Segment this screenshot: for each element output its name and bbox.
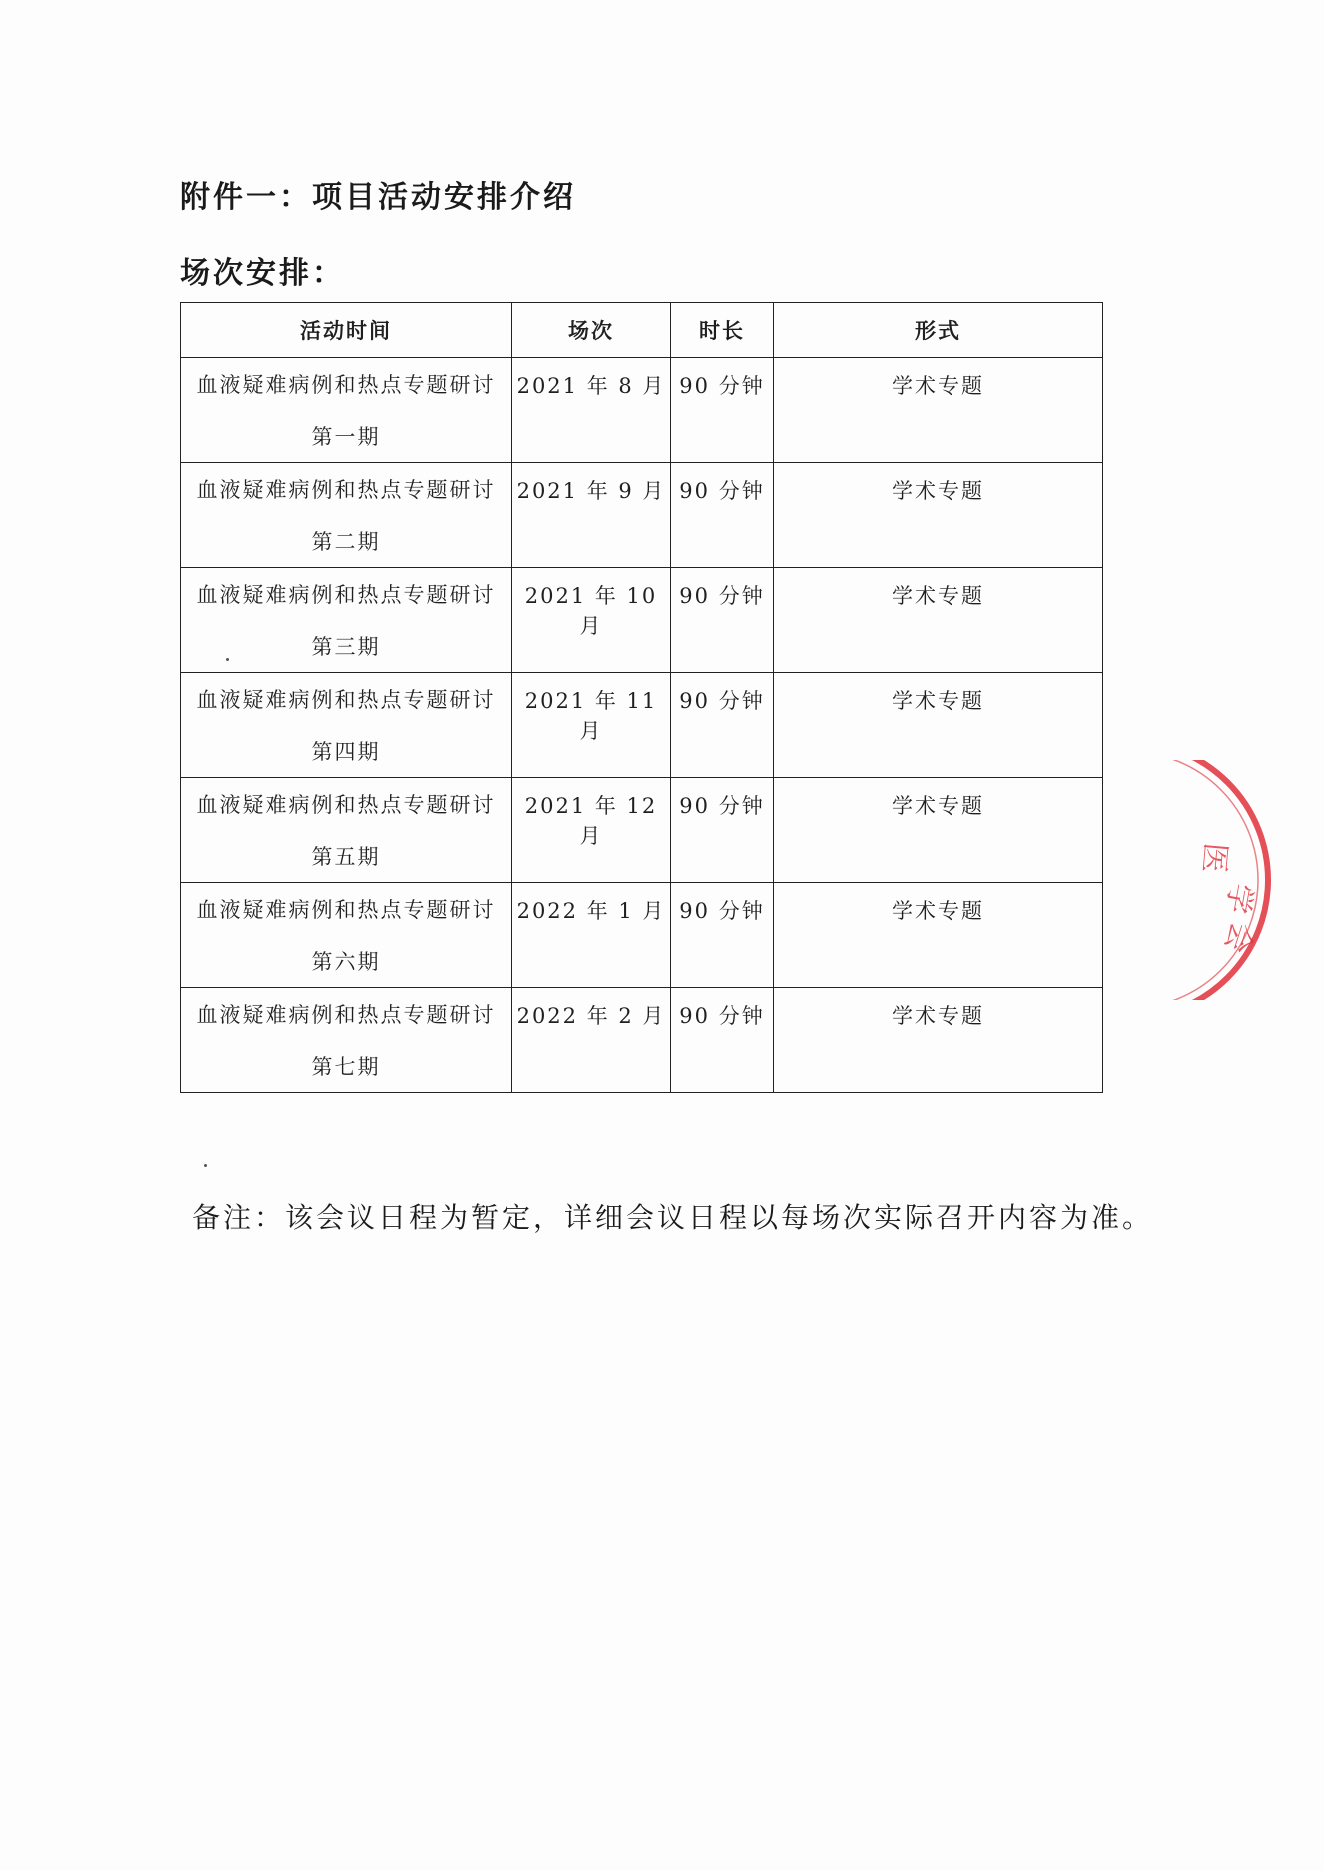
date-cell: 2022 年 2 月 bbox=[512, 988, 671, 1093]
topic-text: 血液疑难病例和热点专题研讨 bbox=[196, 478, 496, 502]
topic-cell bbox=[181, 463, 512, 568]
format-cell: 学术专题 bbox=[774, 463, 1103, 568]
format-cell: 学术专题 bbox=[774, 778, 1103, 883]
topic-cell bbox=[181, 988, 512, 1093]
table-row bbox=[181, 988, 1103, 1093]
official-seal-stamp bbox=[1170, 760, 1324, 1000]
date-cell: 2022 年 1 月 bbox=[512, 883, 671, 988]
header-duration: 时长 bbox=[671, 303, 774, 358]
format-cell: 学术专题 bbox=[774, 673, 1103, 778]
issue-text: 第七期 bbox=[311, 1055, 381, 1079]
date-cell: 2021 年 9 月 bbox=[512, 463, 671, 568]
seal-lettering: 学 bbox=[1218, 880, 1259, 917]
topic-text: 血液疑难病例和热点专题研讨 bbox=[196, 688, 496, 712]
date-cell: 2021 年 11 月 bbox=[512, 673, 671, 778]
table-row bbox=[181, 883, 1103, 988]
duration-cell: 90 分钟 bbox=[671, 673, 774, 778]
table-row bbox=[181, 358, 1103, 463]
issue-text: 第一期 bbox=[311, 425, 381, 449]
topic-text: 血液疑难病例和热点专题研讨 bbox=[196, 898, 496, 922]
duration-cell: 90 分钟 bbox=[671, 883, 774, 988]
date-cell: 2021 年 10 月 bbox=[512, 568, 671, 673]
schedule-table bbox=[180, 302, 1103, 1093]
issue-text: 第二期 bbox=[311, 530, 381, 554]
remark-note: 备注：该会议日程为暂定，详细会议日程以每场次实际召开内容为准。 bbox=[192, 1201, 1154, 1234]
seal-lettering: 医 bbox=[1195, 841, 1233, 875]
document-title: 附件一：项目活动安排介绍 bbox=[180, 180, 576, 215]
table-header-row bbox=[181, 303, 1103, 358]
topic-text: 血液疑难病例和热点专题研讨 bbox=[196, 583, 496, 607]
format-cell: 学术专题 bbox=[774, 988, 1103, 1093]
duration-cell: 90 分钟 bbox=[671, 463, 774, 568]
issue-text: 第四期 bbox=[311, 740, 381, 764]
header-format: 形式 bbox=[774, 303, 1103, 358]
topic-cell bbox=[181, 883, 512, 988]
topic-cell bbox=[181, 568, 512, 673]
topic-cell bbox=[181, 673, 512, 778]
topic-text: 血液疑难病例和热点专题研讨 bbox=[196, 373, 496, 397]
scan-speck bbox=[204, 1164, 207, 1167]
table-row bbox=[181, 778, 1103, 883]
section-title: 场次安排： bbox=[180, 256, 345, 291]
topic-cell bbox=[181, 358, 512, 463]
format-cell: 学术专题 bbox=[774, 358, 1103, 463]
issue-text: 第五期 bbox=[311, 845, 381, 869]
table-row bbox=[181, 568, 1103, 673]
issue-text: 第六期 bbox=[311, 950, 381, 974]
format-cell: 学术专题 bbox=[774, 883, 1103, 988]
topic-text: 血液疑难病例和热点专题研讨 bbox=[196, 1003, 496, 1027]
table-row bbox=[181, 463, 1103, 568]
date-cell: 2021 年 8 月 bbox=[512, 358, 671, 463]
table-row bbox=[181, 673, 1103, 778]
topic-cell bbox=[181, 778, 512, 883]
seal-inner-ring bbox=[1170, 760, 1258, 1000]
duration-cell: 90 分钟 bbox=[671, 778, 774, 883]
duration-cell: 90 分钟 bbox=[671, 358, 774, 463]
header-activity-time: 活动时间 bbox=[181, 303, 512, 358]
duration-cell: 90 分钟 bbox=[671, 568, 774, 673]
scan-speck bbox=[226, 658, 229, 661]
issue-text: 第三期 bbox=[311, 635, 381, 659]
format-cell: 学术专题 bbox=[774, 568, 1103, 673]
seal-lettering: 会 bbox=[1217, 917, 1260, 957]
seal-ring bbox=[1170, 760, 1268, 1000]
header-session: 场次 bbox=[512, 303, 671, 358]
duration-cell: 90 分钟 bbox=[671, 988, 774, 1093]
date-cell: 2021 年 12 月 bbox=[512, 778, 671, 883]
topic-text: 血液疑难病例和热点专题研讨 bbox=[196, 793, 496, 817]
